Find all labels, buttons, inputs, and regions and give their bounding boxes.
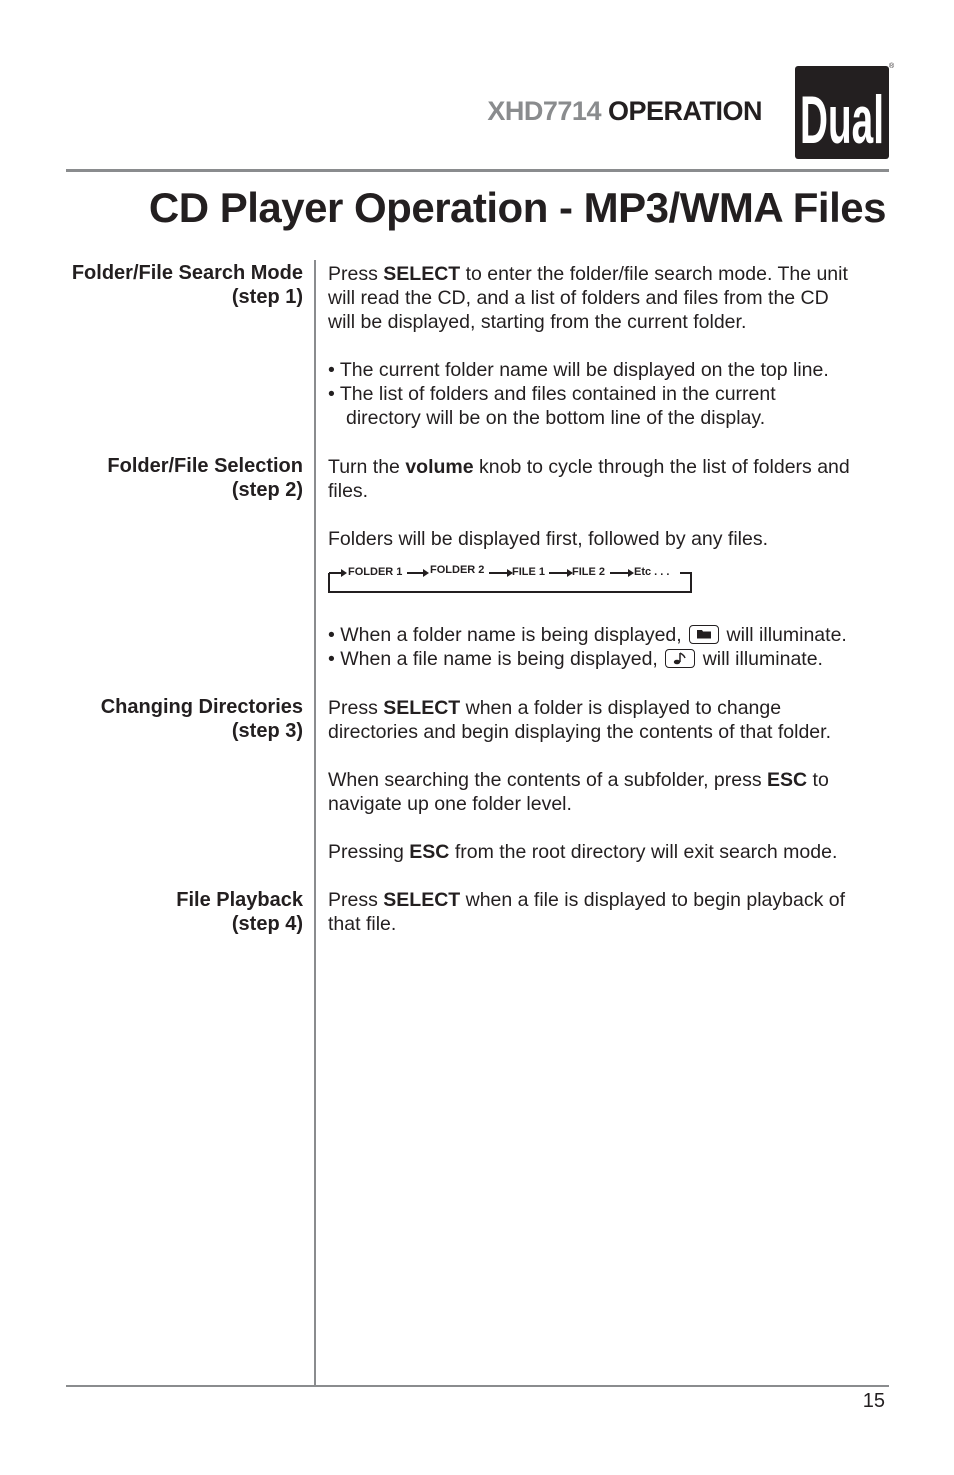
bullet-item xyxy=(328,623,888,647)
header-divider xyxy=(66,169,889,172)
text-run: Pressing xyxy=(328,841,410,863)
text-line: will read the CD, and a list of folders and files from the CD xyxy=(328,287,829,309)
step-paragraph xyxy=(328,768,888,816)
text-line: files. xyxy=(328,480,369,502)
bullet-text: • The list of folders and files contained in the current xyxy=(328,383,776,405)
step-paragraph xyxy=(328,888,888,936)
step-label-number: (step 3) xyxy=(231,720,303,742)
header-title xyxy=(487,96,762,127)
folder-file-flow-diagram xyxy=(328,564,692,594)
bullet-item xyxy=(328,647,888,671)
step-label xyxy=(43,454,303,502)
page-number: 15 xyxy=(862,1390,885,1412)
step-label-title: File Playback xyxy=(176,889,303,911)
bullet-text-continued: directory will be on the bottom line of the display. xyxy=(346,407,766,429)
flow-item: Etc . . . xyxy=(634,566,670,578)
bullet-text: • The current folder name will be displayed on the top line. xyxy=(328,359,829,381)
text-line: directories and begin displaying the contents of that folder. xyxy=(328,721,831,743)
step-paragraph xyxy=(328,696,888,744)
text-run: to enter the folder/file search mode. The unit xyxy=(460,263,848,285)
text-run: Press xyxy=(328,263,384,285)
text-line: will be displayed, starting from the current folder. xyxy=(328,311,747,333)
page-title: CD Player Operation - MP3/WMA Files xyxy=(148,184,886,231)
text-run: to xyxy=(807,769,829,791)
dual-logo xyxy=(795,66,889,159)
text-run: When searching the contents of a subfolder, press xyxy=(328,769,768,791)
registered-mark: ® xyxy=(889,63,895,70)
text-run: from the root directory will exit search mode. xyxy=(449,841,838,863)
step-label-number: (step 2) xyxy=(231,479,303,501)
step-paragraph xyxy=(328,455,888,503)
flow-item: FILE 2 xyxy=(572,566,606,578)
key-name: ESC xyxy=(767,769,808,791)
bullet-text: will illuminate. xyxy=(702,648,823,670)
step-paragraph xyxy=(328,262,888,334)
flow-item: FOLDER 1 xyxy=(348,566,403,578)
text-run: when a folder is displayed to change xyxy=(460,697,782,719)
step-label-title: Folder/File Selection xyxy=(107,455,303,477)
step-paragraph: Folders will be displayed first, followed by any files. xyxy=(328,528,769,550)
flow-item: FOLDER 2 xyxy=(430,564,485,576)
arrow-head xyxy=(423,569,429,577)
music-note-icon xyxy=(665,649,695,668)
text-run: when a file is displayed to begin playback of xyxy=(460,889,846,911)
section-name: OPERATION xyxy=(607,96,762,126)
bullet-item xyxy=(328,382,888,430)
flow-item: FILE 1 xyxy=(512,566,546,578)
text-run: Turn the xyxy=(328,456,406,478)
text-run: Press xyxy=(328,697,384,719)
model-name: XHD7714 xyxy=(487,96,601,126)
step-label-title: Changing Directories xyxy=(100,696,303,718)
key-name: volume xyxy=(405,456,474,478)
bullet-text: will illuminate. xyxy=(726,624,847,646)
bullet-item xyxy=(328,358,888,382)
step-label xyxy=(43,695,303,743)
step-label-number: (step 4) xyxy=(231,913,303,935)
step-label-number: (step 1) xyxy=(231,286,303,308)
text-run: Press xyxy=(328,889,384,911)
footer-divider xyxy=(66,1385,889,1387)
step-label xyxy=(43,888,303,936)
arrow-head xyxy=(341,569,347,577)
step-label-title: Folder/File Search Mode xyxy=(71,262,303,284)
text-line: navigate up one folder level. xyxy=(328,793,572,815)
bullet-text: • When a folder name is being displayed, xyxy=(328,624,682,646)
bullet-text: • When a file name is being displayed, xyxy=(328,648,658,670)
text-line: that file. xyxy=(328,913,397,935)
key-name: ESC xyxy=(409,841,450,863)
column-divider xyxy=(314,260,316,1386)
key-name: SELECT xyxy=(383,697,461,719)
text-run: knob to cycle through the list of folders and xyxy=(473,456,850,478)
step-paragraph xyxy=(328,840,888,864)
step-label xyxy=(43,261,303,309)
key-name: SELECT xyxy=(383,263,461,285)
key-name: SELECT xyxy=(383,889,461,911)
folder-icon xyxy=(689,625,719,644)
logo-text: Dual xyxy=(800,82,884,158)
